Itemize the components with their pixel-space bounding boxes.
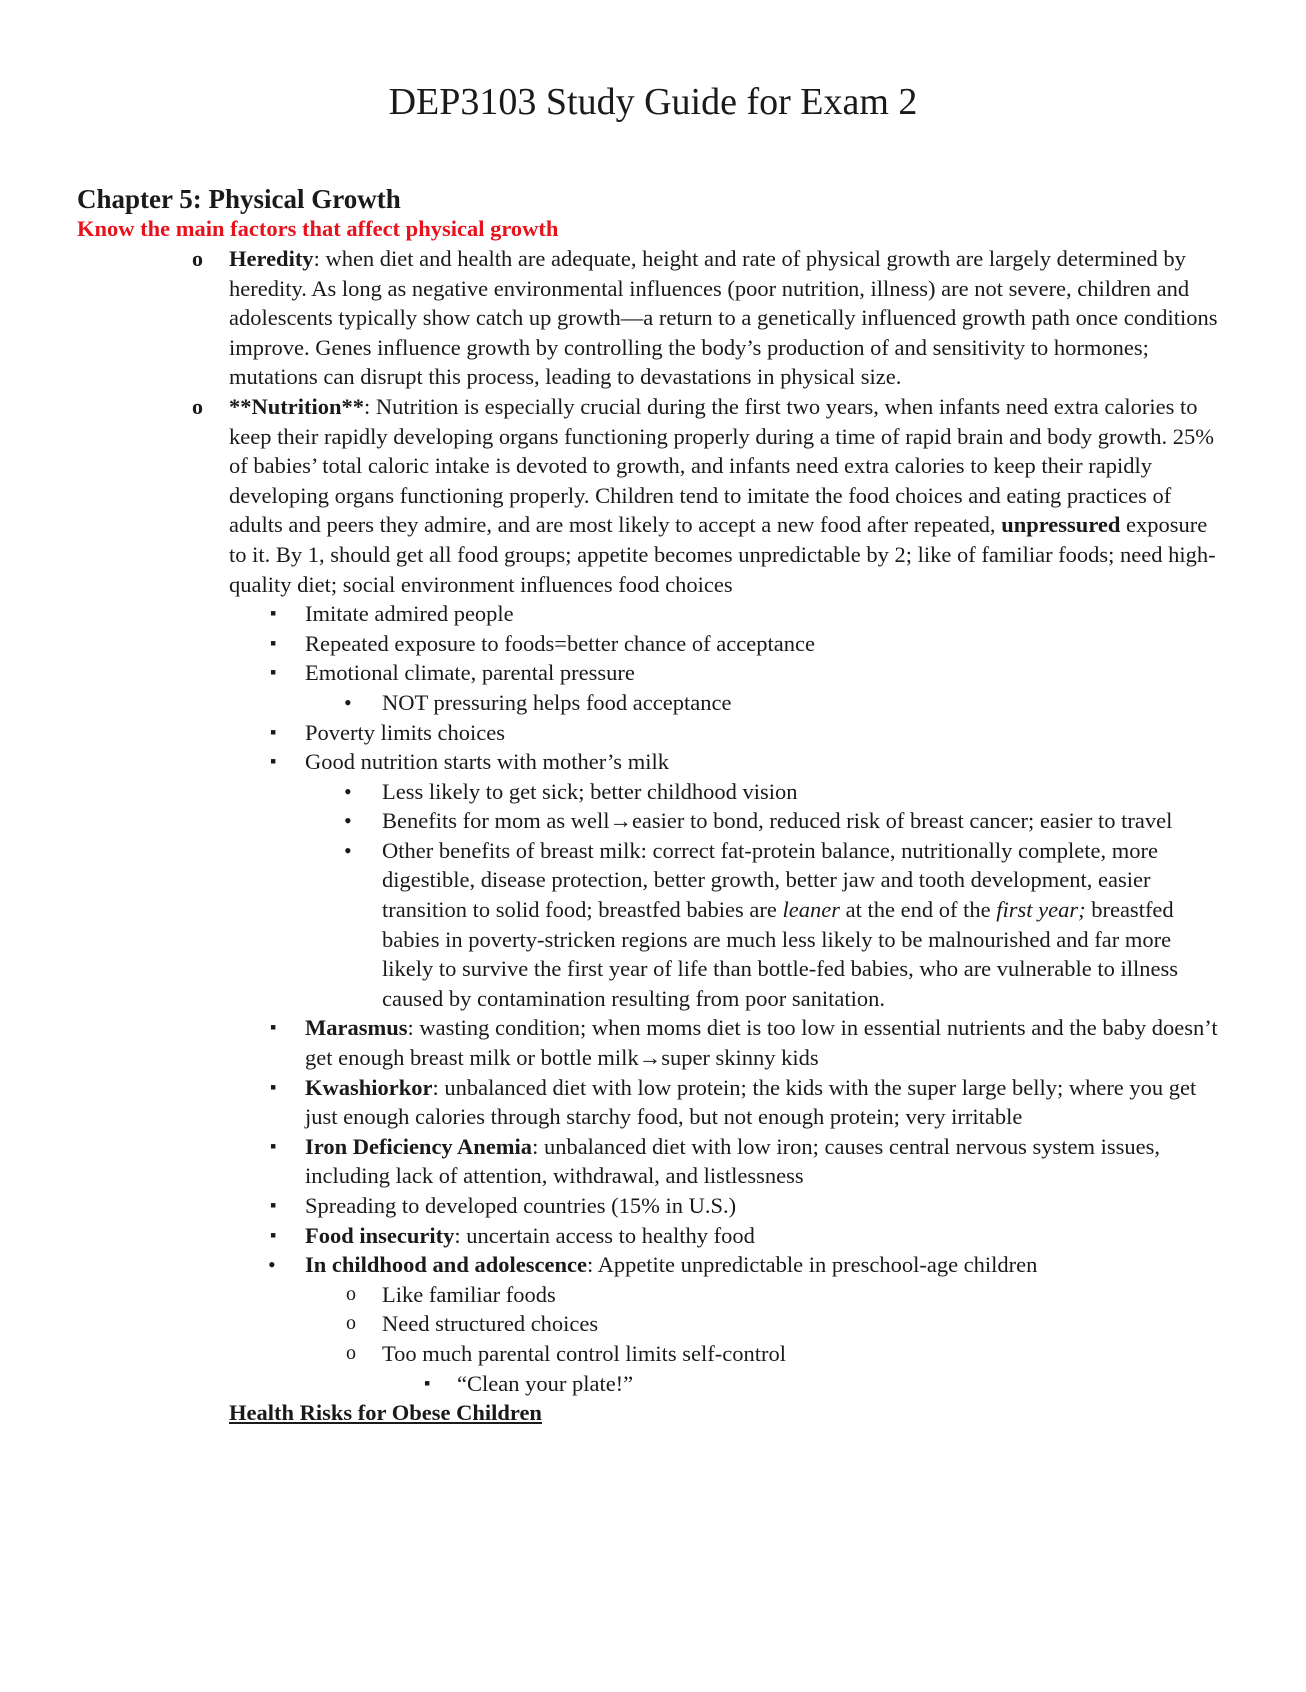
marasmus-text: : wasting condition; when moms diet is too low in essential nutrients and the baby doesn’t get enough breast milk or bottle milk→super skinny kids xyxy=(305,1015,1218,1071)
square-bullet-icon: ▪ xyxy=(270,1135,277,1156)
circle-bullet-icon: o xyxy=(346,1282,356,1305)
list-item xyxy=(0,1280,1306,1310)
dot-bullet-icon: • xyxy=(344,689,352,715)
chapter-heading: Chapter 5: Physical Growth xyxy=(77,184,401,214)
nutrition-bold-word: unpressured xyxy=(1001,512,1121,538)
list-item xyxy=(0,688,1306,718)
circle-bullet-icon: o xyxy=(346,1341,356,1364)
item-text-italic: first year; xyxy=(996,897,1086,923)
item-text: Emotional climate, parental pressure xyxy=(305,660,635,686)
kwashiorkor-text: : unbalanced diet with low protein; the kids with the super large belly; where you get just enough calories through starchy food, but not enough protein; very irritable xyxy=(305,1074,1197,1130)
dot-bullet-icon: • xyxy=(344,778,352,804)
nutrition-term: **Nutrition** xyxy=(229,393,364,419)
list-item xyxy=(0,1369,1306,1399)
list-item xyxy=(0,658,1306,688)
heredity-term: Heredity xyxy=(229,246,314,271)
list-item-iron-deficiency xyxy=(0,1132,1306,1191)
item-text: Spreading to developed countries (15% in U.S.) xyxy=(305,1193,737,1218)
study-guide-content xyxy=(0,244,1306,1428)
list-item xyxy=(0,747,1306,777)
list-item xyxy=(0,1339,1306,1369)
list-item xyxy=(0,806,1306,836)
childhood-term: In childhood and adolescence xyxy=(305,1252,587,1278)
list-item xyxy=(0,1191,1306,1221)
nutrition-text-end: exposure to it. By 1, should get all food groups; appetite becomes unpredictable by 2; like of familiar foods; need high-quality diet; social environment influences food choices xyxy=(229,512,1216,597)
list-item xyxy=(0,718,1306,748)
heredity-text: : when diet and health are adequate, height and rate of physical growth are largely determined by heredity. As long as negative environmental influences (poor nutrition, illness) are not severe, children and adolescents typically show catch up growth—a return to a genetically influenced growth path once conditions improve. Genes influence growth by controlling the body’s production of and sensitivity to hormones; mutations can disrupt this process, leading to devastations in physical size. xyxy=(229,246,1218,390)
nutrition-text: : Nutrition is especially crucial during the first two years, when infants need extra calories to keep their rapidly developing organs functioning properly during a time of rapid brain and body growth. 25% of babies’ total caloric intake is devoted to growth, and infants need extra calories to keep their rapidly developing organs functioning properly. Children tend to imitate the food choices and eating practices of adults and peers they admire, and are most likely to accept a new food after repeated, xyxy=(229,393,1214,538)
square-bullet-icon: ▪ xyxy=(270,1076,277,1097)
list-item-nutrition xyxy=(0,392,1306,599)
marasmus-term: Marasmus xyxy=(305,1015,408,1041)
item-text: Benefits for mom as well→easier to bond, reduced risk of breast cancer; easier to travel xyxy=(382,808,1173,834)
square-bullet-icon: ▪ xyxy=(270,721,277,742)
document-title: DEP3103 Study Guide for Exam 2 xyxy=(388,81,918,123)
dot-bullet-icon: • xyxy=(344,837,352,863)
list-item xyxy=(0,777,1306,807)
list-item-marasmus xyxy=(0,1013,1306,1072)
square-bullet-icon: ▪ xyxy=(270,603,277,624)
item-text: Poverty limits choices xyxy=(305,719,505,745)
square-bullet-icon: ▪ xyxy=(424,1372,431,1393)
square-bullet-icon: ▪ xyxy=(270,632,277,653)
dot-bullet-icon: • xyxy=(344,808,352,834)
square-bullet-icon: ▪ xyxy=(270,1224,277,1245)
item-text-italic: leaner xyxy=(782,897,841,923)
list-item xyxy=(0,599,1306,629)
item-text: NOT pressuring helps food acceptance xyxy=(382,689,732,715)
iron-text: : unbalanced diet with low iron; causes central nervous system issues, including lack of attention, withdrawal, and listlessness xyxy=(305,1133,1161,1189)
circle-bullet-icon: o xyxy=(192,393,203,419)
item-text: Need structured choices xyxy=(382,1311,599,1337)
item-text: breastfed babies in poverty-stricken regions are much less likely to be malnourished and far more likely to survive the first year of life than bottle-fed babies, who are vulnerable to illness caused by contamination resulting from poor sanitation. xyxy=(382,897,1179,1011)
list-item xyxy=(0,629,1306,659)
square-bullet-icon: ▪ xyxy=(270,751,277,772)
list-item xyxy=(0,1309,1306,1339)
circle-bullet-icon: o xyxy=(192,246,203,271)
food-insecurity-text: : uncertain access to healthy food xyxy=(454,1222,755,1248)
item-text: Other benefits of breast milk: correct fat-protein balance, nutritionally complete, more digestible, disease protection, better growth, better jaw and tooth development, easier transition to solid food; breastfed babies are xyxy=(382,837,1158,923)
item-text: Imitate admired people xyxy=(305,601,514,627)
square-bullet-icon: ▪ xyxy=(270,662,277,683)
list-item xyxy=(0,836,1306,1014)
kwashiorkor-term: Kwashiorkor xyxy=(305,1074,433,1100)
iron-term: Iron Deficiency Anemia xyxy=(305,1133,533,1159)
food-insecurity-term: Food insecurity xyxy=(305,1222,455,1248)
square-bullet-icon: ▪ xyxy=(270,1017,277,1038)
list-item-food-insecurity xyxy=(0,1221,1306,1251)
item-text: Less likely to get sick; better childhood vision xyxy=(382,778,798,804)
item-text: Good nutrition starts with mother’s milk xyxy=(305,749,669,775)
item-text: “Clean your plate!” xyxy=(457,1370,634,1396)
list-item-kwashiorkor xyxy=(0,1073,1306,1132)
item-text: Too much parental control limits self-control xyxy=(382,1340,786,1366)
section-heading: Know the main factors that affect physical growth xyxy=(77,216,559,241)
childhood-text: : Appetite unpredictable in preschool-age children xyxy=(586,1252,1038,1278)
list-item-heredity xyxy=(0,244,1306,392)
list-item-childhood xyxy=(0,1250,1306,1280)
item-text: at the end of the xyxy=(840,897,997,923)
dot-bullet-icon: • xyxy=(268,1252,276,1278)
circle-bullet-icon: o xyxy=(346,1312,356,1335)
health-risks-heading: Health Risks for Obese Children xyxy=(229,1400,542,1426)
square-bullet-icon: ▪ xyxy=(270,1195,277,1215)
item-text: Repeated exposure to foods=better chance of acceptance xyxy=(305,630,815,656)
item-text: Like familiar foods xyxy=(382,1281,556,1307)
